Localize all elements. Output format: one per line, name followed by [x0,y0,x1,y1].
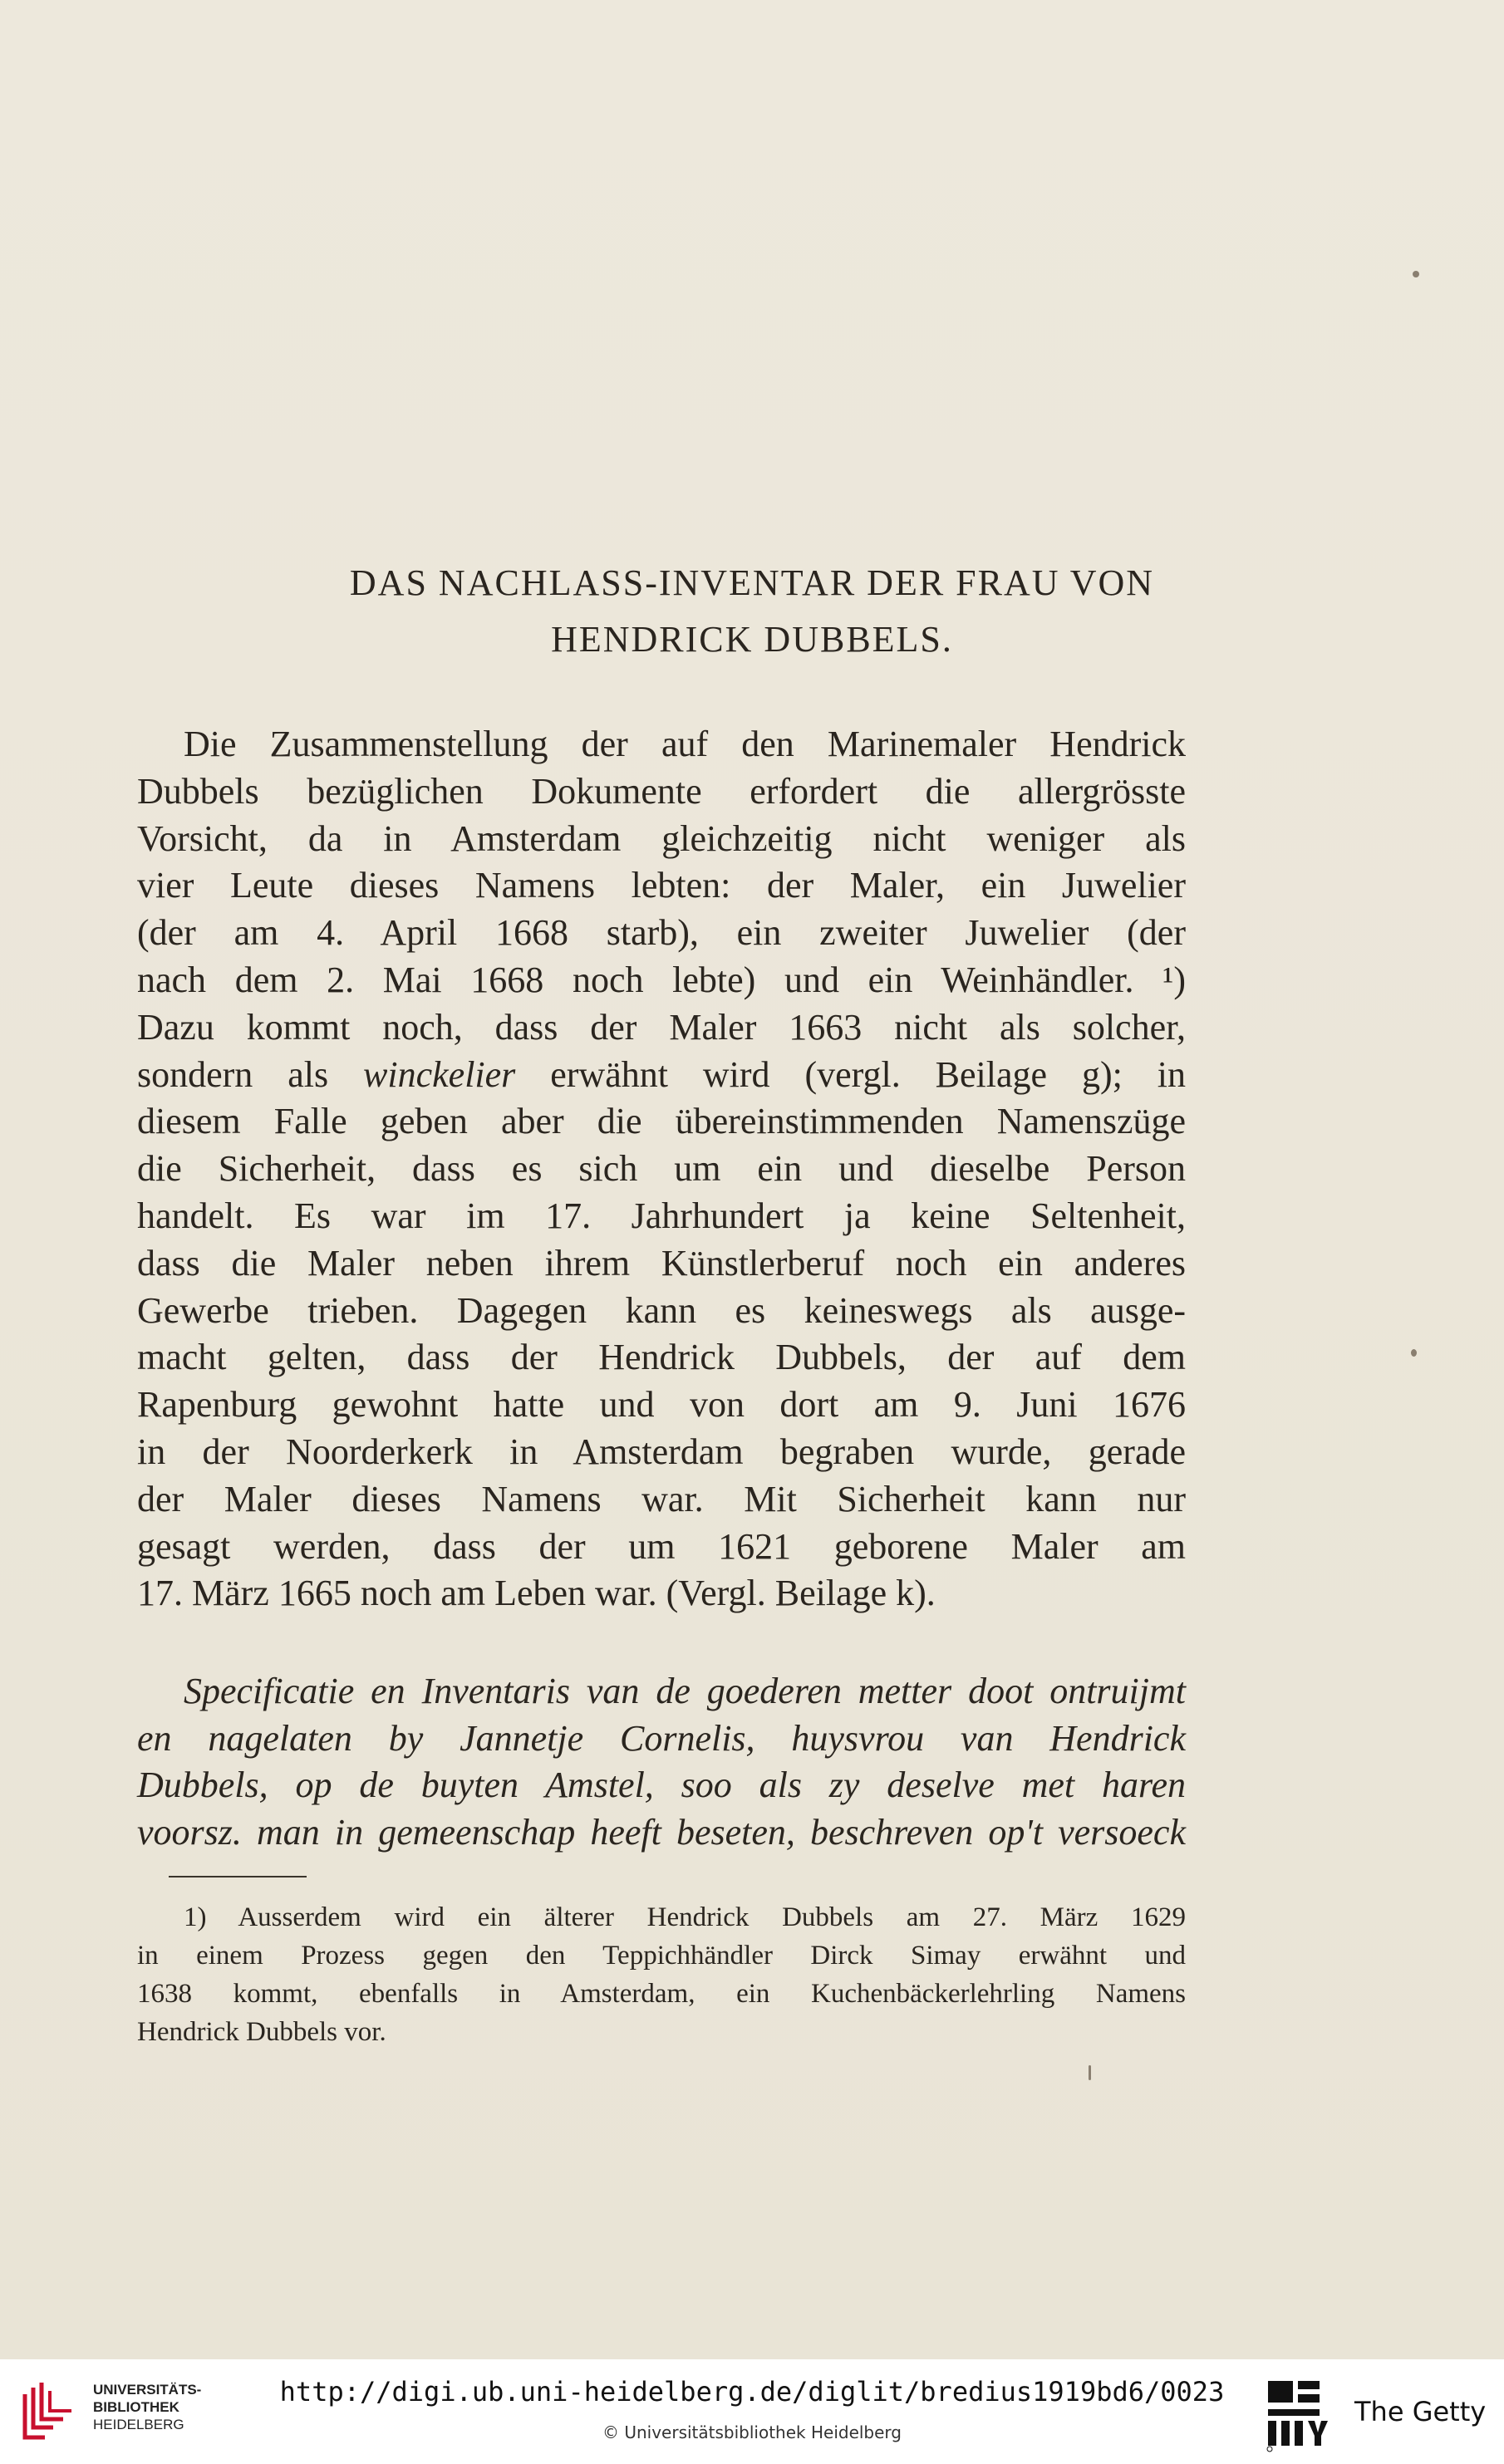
body-line: Rapenburg gewohnt hatte und von dort am 9. Juni 1676 [137,1384,1186,1426]
library-name-line: UNIVERSITÄTS- [93,2382,202,2398]
body-line-part: erwähnt wird (vergl. Beilage g); in [515,1053,1186,1095]
footnote-divider [169,1876,307,1877]
body-line: gesagt werden, dass der um 1621 geborene Maler am [137,1525,1186,1567]
body-line: Die Zusammenstellung der auf den Marinemaler Hendrick [184,724,1186,764]
copyright-notice: © Universitätsbibliothek Heidelberg [602,2422,902,2442]
body-line: diesem Falle geben aber die übereinstimmenden Namenszüge [137,1101,1186,1142]
permalink-url[interactable]: http://digi.ub.uni-heidelberg.de/diglit/bredius1919bd6/0023 [279,2376,1225,2408]
body-line: Dubbels bezüglichen Dokumente erfordert die allergrösste [137,770,1186,812]
footnote-line: Hendrick Dubbels vor. [137,2017,386,2047]
body-line: dass die Maler neben ihrem Künstlerberuf noch ein anderes [137,1242,1186,1284]
library-name-line: HEIDELBERG [93,2417,184,2432]
spec-line: Specificatie en Inventaris van de goederen metter doot ontruijmt [184,1671,1186,1711]
body-line-part: sondern als [137,1053,364,1095]
library-name-line: BIBLIOTHEK [93,2399,179,2415]
inventory-heading-italic [137,1668,1186,1856]
body-line: macht gelten, dass der Hendrick Dubbels, der auf dem [137,1337,1186,1378]
body-line: die Sicherheit, dass es sich um ein und dieselbe Person [137,1148,1186,1190]
scan-speck [1413,271,1419,277]
body-line: in der Noorderkerk in Amsterdam begraben wurde, gerade [137,1431,1186,1472]
spec-line: Dubbels, op de buyten Amstel, soo als zy deselve met haren [137,1765,1186,1805]
footnote-line: in einem Prozess gegen den Teppichhändler Dirck Simay erwähnt und [137,1941,1186,1971]
italic-term: winckelier [363,1053,516,1095]
body-line: Gewerbe trieben. Dagegen kann es keineswegs als ausge- [137,1289,1186,1331]
title-line-1: DAS NACHLASS-INVENTAR DER FRAU VON [349,562,1155,603]
spec-line: en nagelaten by Jannetje Cornelis, huysvrou van Hendrick [137,1717,1186,1759]
spec-line: voorsz. man in gemeenschap heeft beseten, beschreven op't versoeck [137,1811,1186,1853]
getty-mark-icon [1263,2376,1338,2452]
scan-speck [1089,2065,1091,2080]
body-text [137,721,1186,1617]
footnote [137,1898,1186,2051]
body-line: Vorsicht, da in Amsterdam gleichzeitig nicht weniger als [137,817,1186,859]
body-line: vier Leute dieses Namens lebten: der Maler, ein Juwelier [137,865,1186,906]
body-line: der Maler dieses Namens war. Mit Sicherheit kann nur [137,1478,1186,1519]
body-line: 17. März 1665 noch am Leben war. (Vergl. Beilage k). [137,1573,936,1614]
body-line: (der am 4. April 1668 starb), ein zweiter Juwelier (der [137,912,1186,954]
body-line: handelt. Es war im 17. Jahrhundert ja keine Seltenheit, [137,1195,1186,1236]
body-line: Dazu kommt noch, dass der Maler 1663 nicht als solcher, [137,1006,1186,1048]
getty-logo[interactable] [1263,2373,1487,2456]
sponsor-name: The Getty [1354,2396,1487,2427]
scan-speck [1411,1349,1417,1357]
footnote-line: 1) Ausserdem wird ein älterer Hendrick Dubbels am 27. März 1629 [184,1902,1186,1932]
body-line-with-italic [137,1052,1186,1099]
footnote-line: 1638 kommt, ebenfalls in Amsterdam, ein Kuchenbäckerlehrling Namens [137,1979,1186,2009]
title-line-2: HENDRICK DUBBELS. [551,619,953,660]
body-line: nach dem 2. Mai 1668 noch lebte) und ein Weinhändler. ¹) [137,959,1186,1000]
